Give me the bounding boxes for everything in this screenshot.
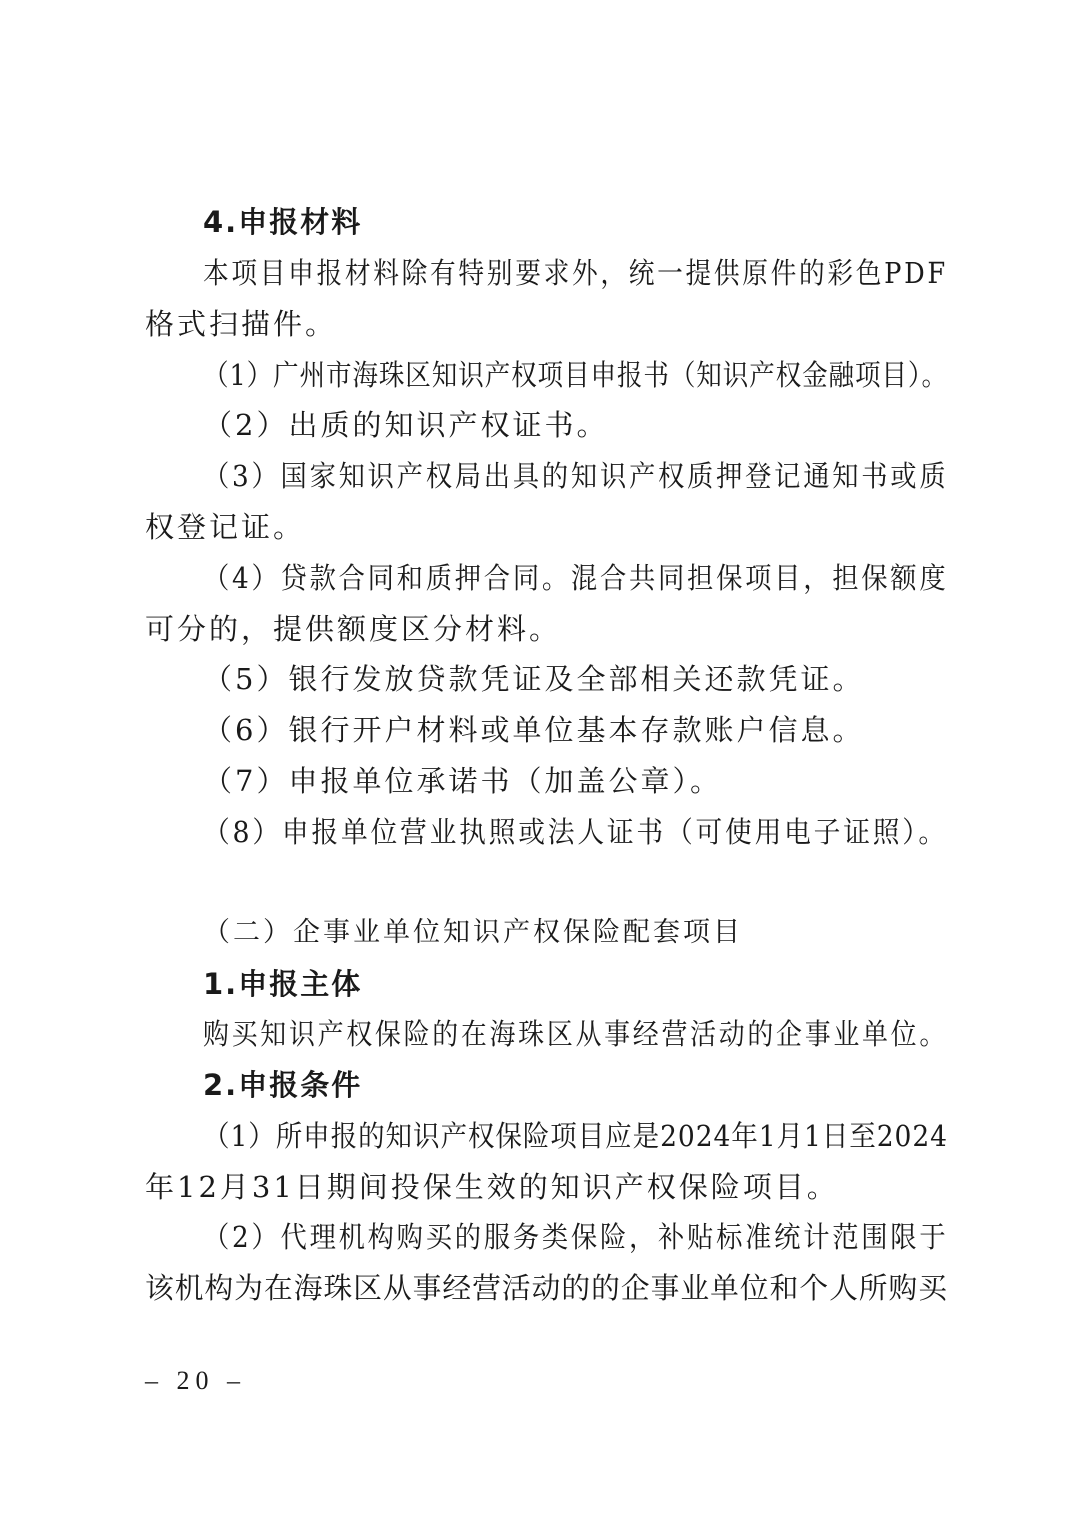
- condition-1-line2: 年12月31日期间投保生效的知识产权保险项目。: [145, 1170, 839, 1204]
- condition-1-line1: （1）所申报的知识产权保险项目应是2024年1月1日至2024: [203, 1119, 948, 1153]
- materials-item-7: （7）申报单位承诺书（加盖公章）。: [203, 764, 722, 798]
- insurance-section-title: （二）企事业单位知识产权保险配套项目: [203, 917, 743, 948]
- page-number: – 20 –: [145, 1366, 246, 1395]
- materials-item-1: （1）广州市海珠区知识产权项目申报书（知识产权金融项目）。: [203, 358, 948, 392]
- materials-item-2: （2）出质的知识产权证书。: [203, 408, 609, 442]
- materials-heading: 4.申报材料: [203, 205, 363, 239]
- conditions-heading: 2.申报条件: [203, 1068, 363, 1102]
- materials-item-6: （6）银行开户材料或单位基本存款账户信息。: [203, 713, 865, 747]
- condition-2-line2: 该机构为在海珠区从事经营活动的的企事业单位和个人所购买: [145, 1271, 949, 1305]
- materials-intro-line2: 格式扫描件。: [145, 307, 338, 341]
- materials-item-3-line2: 权登记证。: [145, 510, 306, 544]
- materials-item-5: （5）银行发放贷款凭证及全部相关还款凭证。: [203, 662, 865, 696]
- materials-item-3-line1: （3）国家知识产权局出具的知识产权质押登记通知书或质: [203, 459, 949, 493]
- subject-heading: 1.申报主体: [203, 967, 363, 1001]
- condition-2-line1: （2）代理机构购买的服务类保险，补贴标准统计范围限于: [203, 1220, 949, 1254]
- materials-item-4-line1: （4）贷款合同和质押合同。混合共同担保项目，担保额度: [203, 561, 949, 595]
- materials-item-8: （8）申报单位营业执照或法人证书（可使用电子证照）。: [203, 815, 948, 849]
- materials-intro-line1: 本项目申报材料除有特别要求外，统一提供原件的彩色PDF: [203, 256, 948, 290]
- subject-text: 购买知识产权保险的在海珠区从事经营活动的企事业单位。: [203, 1017, 948, 1051]
- materials-item-4-line2: 可分的，提供额度区分材料。: [145, 612, 562, 646]
